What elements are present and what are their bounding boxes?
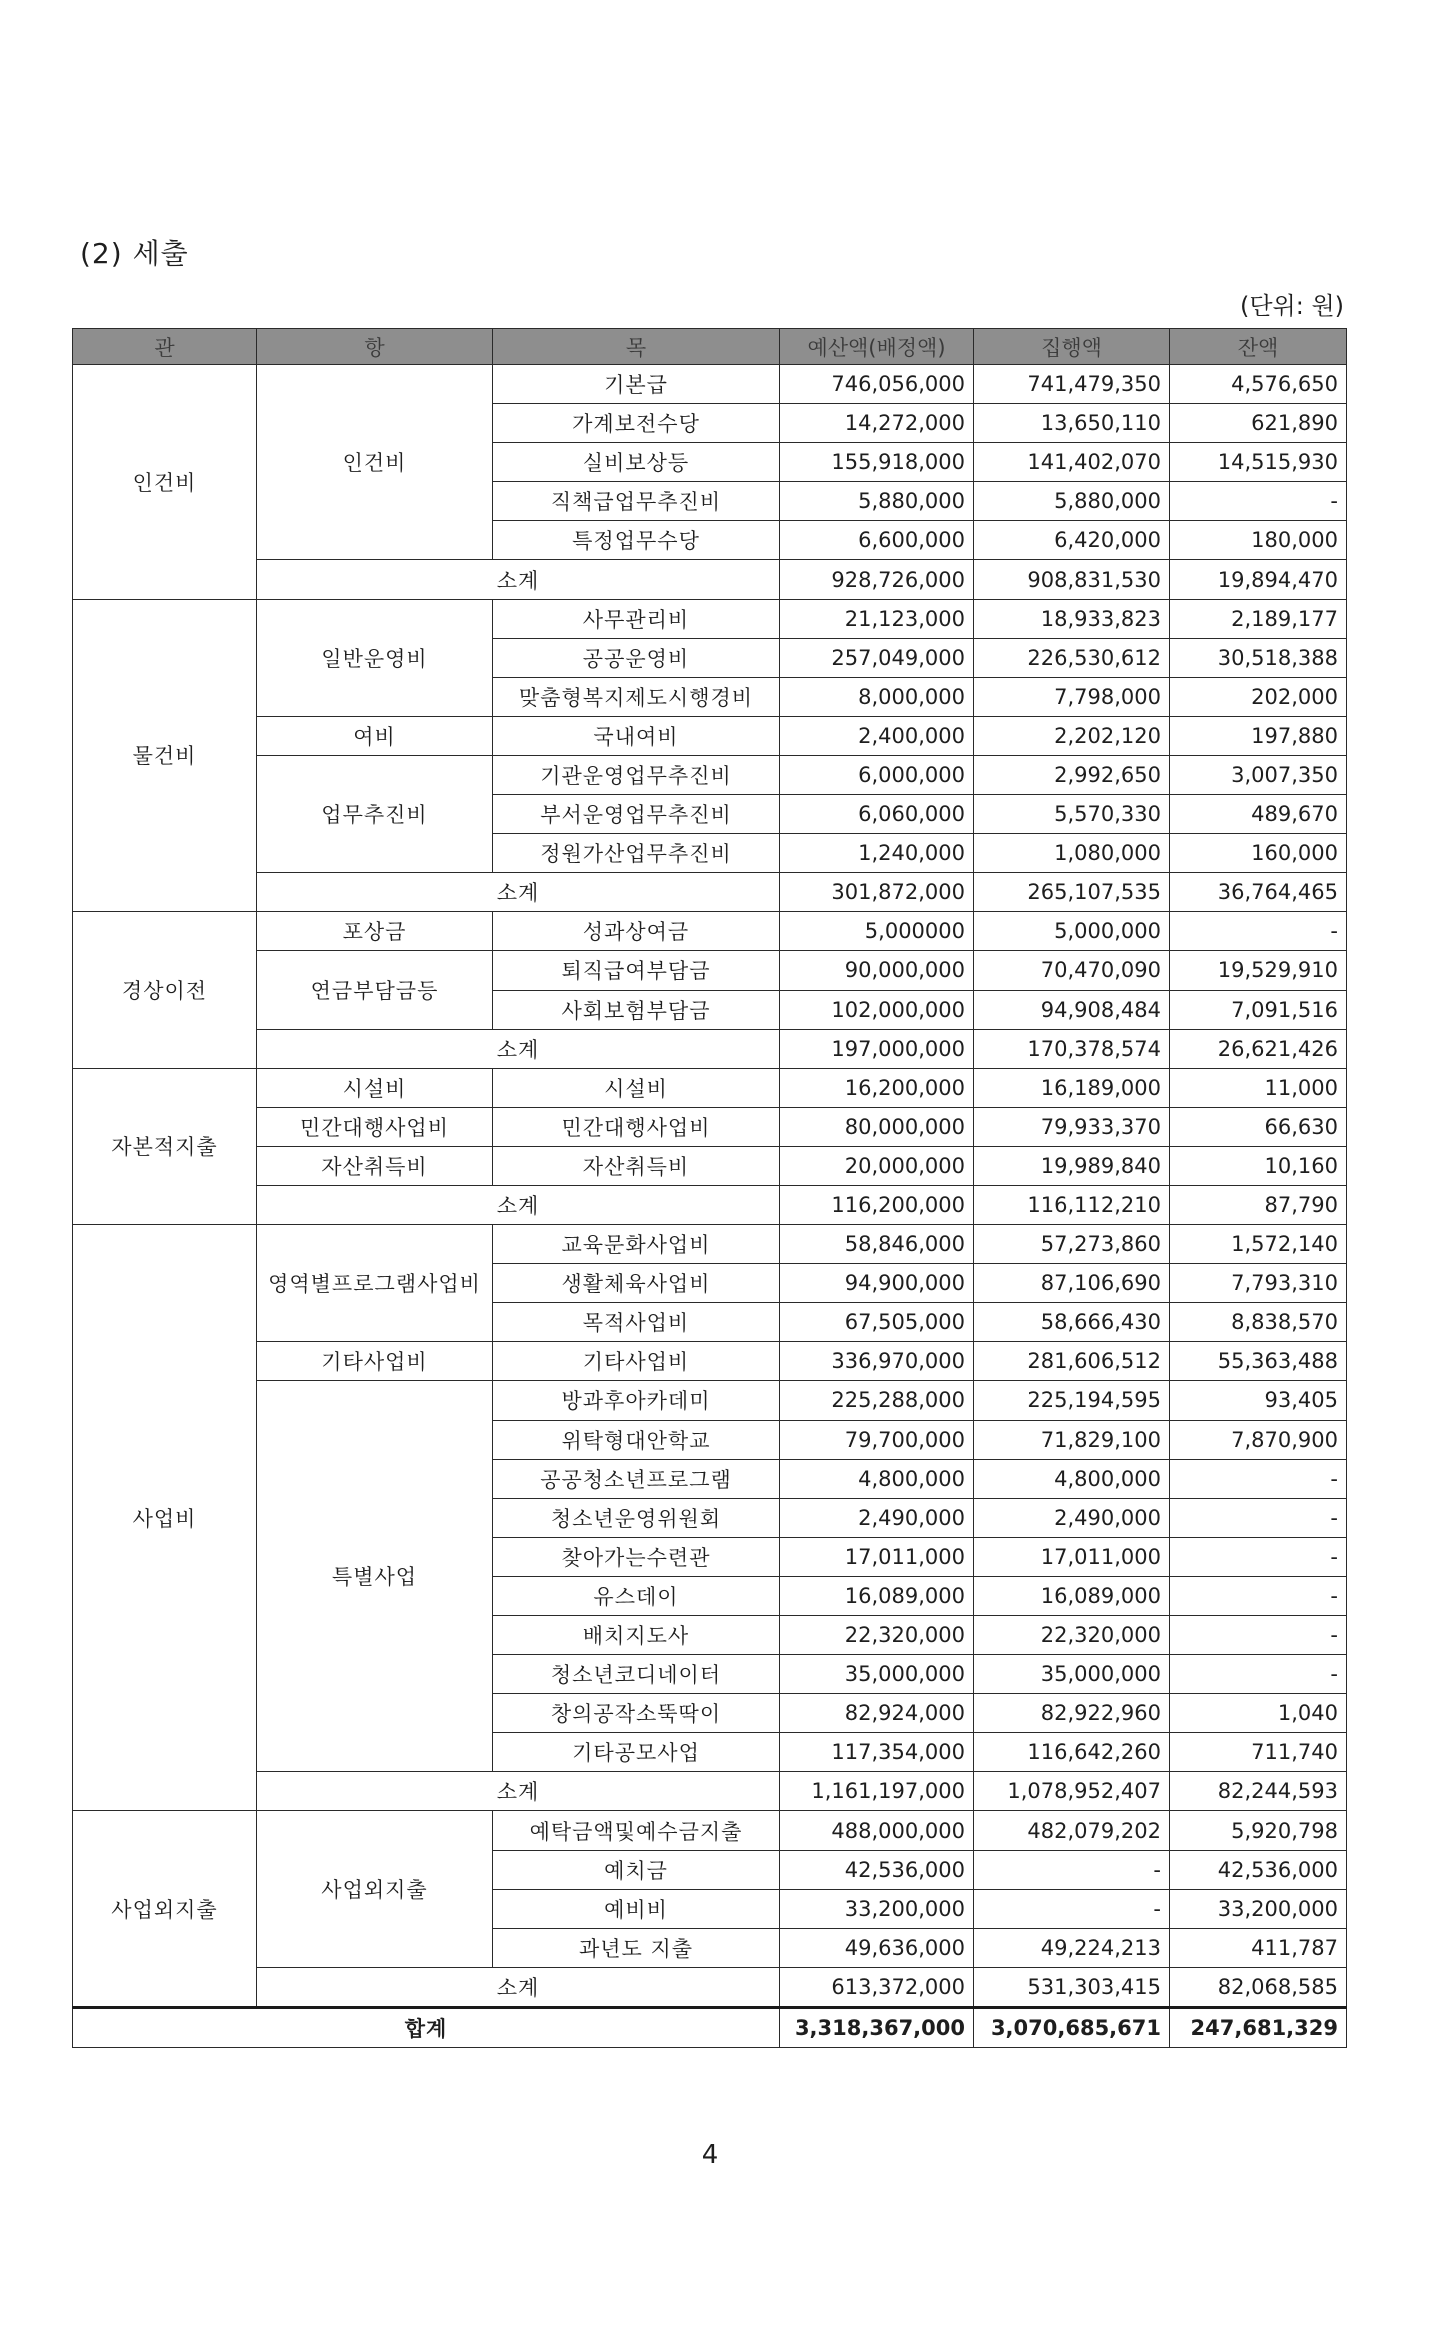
mok-cell: 사무관리비 bbox=[493, 599, 780, 638]
table-row bbox=[73, 1107, 1347, 1146]
budget-cell: 80,000,000 bbox=[780, 1107, 974, 1146]
executed-cell: 49,224,213 bbox=[974, 1928, 1170, 1967]
budget-cell: 20,000,000 bbox=[780, 1146, 974, 1185]
mok-cell: 청소년코디네이터 bbox=[493, 1655, 780, 1694]
balance-cell: 160,000 bbox=[1170, 834, 1347, 873]
budget-cell: 8,000,000 bbox=[780, 677, 974, 716]
mok-cell: 사회보험부담금 bbox=[493, 990, 780, 1029]
table-row bbox=[73, 365, 1347, 404]
balance-cell: 11,000 bbox=[1170, 1068, 1347, 1107]
executed-cell: 116,112,210 bbox=[974, 1185, 1170, 1224]
balance-cell: - bbox=[1170, 912, 1347, 951]
budget-cell: 67,505,000 bbox=[780, 1303, 974, 1342]
executed-cell: 265,107,535 bbox=[974, 873, 1170, 912]
mok-cell: 실비보상등 bbox=[493, 443, 780, 482]
gwan-cell: 인건비 bbox=[73, 365, 257, 600]
budget-cell: 155,918,000 bbox=[780, 443, 974, 482]
balance-cell: 14,515,930 bbox=[1170, 443, 1347, 482]
hang-cell: 자산취득비 bbox=[257, 1146, 493, 1185]
balance-cell: 5,920,798 bbox=[1170, 1811, 1347, 1850]
table-row bbox=[73, 951, 1347, 990]
balance-cell: 180,000 bbox=[1170, 521, 1347, 560]
budget-cell: 257,049,000 bbox=[780, 638, 974, 677]
page-number: 4 bbox=[701, 2140, 719, 2170]
executed-cell: 170,378,574 bbox=[974, 1029, 1170, 1068]
executed-cell: 70,470,090 bbox=[974, 951, 1170, 990]
budget-cell: 49,636,000 bbox=[780, 1928, 974, 1967]
budget-cell: 6,600,000 bbox=[780, 521, 974, 560]
executed-cell: 13,650,110 bbox=[974, 404, 1170, 443]
executed-cell: 141,402,070 bbox=[974, 443, 1170, 482]
balance-cell: 82,068,585 bbox=[1170, 1967, 1347, 2007]
table-row bbox=[73, 755, 1347, 794]
budget-cell: 225,288,000 bbox=[780, 1381, 974, 1420]
budget-cell: 90,000,000 bbox=[780, 951, 974, 990]
table-row bbox=[73, 1225, 1347, 1264]
balance-cell: 7,793,310 bbox=[1170, 1264, 1347, 1303]
balance-cell: 197,880 bbox=[1170, 716, 1347, 755]
table-row bbox=[73, 1381, 1347, 1420]
budget-cell: 102,000,000 bbox=[780, 990, 974, 1029]
budget-cell: 21,123,000 bbox=[780, 599, 974, 638]
budget-cell: 35,000,000 bbox=[780, 1655, 974, 1694]
balance-cell: 87,790 bbox=[1170, 1185, 1347, 1224]
hang-cell: 연금부담금등 bbox=[257, 951, 493, 1029]
mok-cell: 예탁금액및예수금지출 bbox=[493, 1811, 780, 1850]
budget-cell: 928,726,000 bbox=[780, 560, 974, 599]
balance-cell: 1,040 bbox=[1170, 1694, 1347, 1733]
executed-cell: 116,642,260 bbox=[974, 1733, 1170, 1772]
header-executed: 집행액 bbox=[974, 329, 1170, 365]
executed-cell: 7,798,000 bbox=[974, 677, 1170, 716]
subtotal-label: 소계 bbox=[257, 1029, 780, 1068]
expenditure-table bbox=[72, 328, 1347, 2048]
budget-cell: 2,400,000 bbox=[780, 716, 974, 755]
balance-cell: 711,740 bbox=[1170, 1733, 1347, 1772]
balance-cell: 19,894,470 bbox=[1170, 560, 1347, 599]
executed-cell: 57,273,860 bbox=[974, 1225, 1170, 1264]
header-gwan: 관 bbox=[73, 329, 257, 365]
subtotal-label: 소계 bbox=[257, 1967, 780, 2007]
executed-cell: 4,800,000 bbox=[974, 1459, 1170, 1498]
balance-cell: - bbox=[1170, 1459, 1347, 1498]
executed-cell: 225,194,595 bbox=[974, 1381, 1170, 1420]
table-row bbox=[73, 1811, 1347, 1850]
budget-cell: 1,240,000 bbox=[780, 834, 974, 873]
executed-cell: 5,570,330 bbox=[974, 795, 1170, 834]
executed-cell: 17,011,000 bbox=[974, 1537, 1170, 1576]
mok-cell: 예비비 bbox=[493, 1889, 780, 1928]
total-row bbox=[73, 2007, 1347, 2047]
balance-cell: 36,764,465 bbox=[1170, 873, 1347, 912]
mok-cell: 기관운영업무추진비 bbox=[493, 755, 780, 794]
hang-cell: 업무추진비 bbox=[257, 755, 493, 872]
budget-cell: 746,056,000 bbox=[780, 365, 974, 404]
balance-cell: - bbox=[1170, 1537, 1347, 1576]
executed-cell: 5,000,000 bbox=[974, 912, 1170, 951]
mok-cell: 정원가산업무추진비 bbox=[493, 834, 780, 873]
budget-cell: 58,846,000 bbox=[780, 1225, 974, 1264]
balance-cell: - bbox=[1170, 482, 1347, 521]
balance-cell: 42,536,000 bbox=[1170, 1850, 1347, 1889]
executed-cell: 741,479,350 bbox=[974, 365, 1170, 404]
gwan-cell: 자본적지출 bbox=[73, 1068, 257, 1224]
mok-cell: 기타공모사업 bbox=[493, 1733, 780, 1772]
hang-cell: 사업외지출 bbox=[257, 1811, 493, 1967]
header-hang: 항 bbox=[257, 329, 493, 365]
subtotal-row bbox=[73, 1029, 1347, 1068]
budget-cell: 1,161,197,000 bbox=[780, 1772, 974, 1811]
budget-cell: 336,970,000 bbox=[780, 1342, 974, 1381]
executed-cell: 16,089,000 bbox=[974, 1576, 1170, 1615]
budget-cell: 117,354,000 bbox=[780, 1733, 974, 1772]
budget-cell: 116,200,000 bbox=[780, 1185, 974, 1224]
mok-cell: 생활체육사업비 bbox=[493, 1264, 780, 1303]
mok-cell: 목적사업비 bbox=[493, 1303, 780, 1342]
unit-label: (단위: 원) bbox=[1240, 292, 1344, 320]
executed-cell: 531,303,415 bbox=[974, 1967, 1170, 2007]
hang-cell: 기타사업비 bbox=[257, 1342, 493, 1381]
mok-cell: 배치지도사 bbox=[493, 1616, 780, 1655]
budget-cell: 79,700,000 bbox=[780, 1420, 974, 1459]
executed-cell: 1,078,952,407 bbox=[974, 1772, 1170, 1811]
table-header-row bbox=[73, 329, 1347, 365]
balance-cell: 33,200,000 bbox=[1170, 1889, 1347, 1928]
budget-cell: 16,200,000 bbox=[780, 1068, 974, 1107]
executed-cell: 1,080,000 bbox=[974, 834, 1170, 873]
mok-cell: 직책급업무추진비 bbox=[493, 482, 780, 521]
budget-cell: 22,320,000 bbox=[780, 1616, 974, 1655]
budget-cell: 301,872,000 bbox=[780, 873, 974, 912]
total-label: 합계 bbox=[73, 2007, 780, 2047]
total-budget: 3,318,367,000 bbox=[780, 2007, 974, 2047]
hang-cell: 인건비 bbox=[257, 365, 493, 560]
executed-cell: 79,933,370 bbox=[974, 1107, 1170, 1146]
executed-cell: 16,189,000 bbox=[974, 1068, 1170, 1107]
balance-cell: 7,870,900 bbox=[1170, 1420, 1347, 1459]
subtotal-row bbox=[73, 873, 1347, 912]
budget-cell: 82,924,000 bbox=[780, 1694, 974, 1733]
balance-cell: - bbox=[1170, 1498, 1347, 1537]
budget-cell: 2,490,000 bbox=[780, 1498, 974, 1537]
table-row bbox=[73, 599, 1347, 638]
executed-cell: 482,079,202 bbox=[974, 1811, 1170, 1850]
balance-cell: 10,160 bbox=[1170, 1146, 1347, 1185]
hang-cell: 포상금 bbox=[257, 912, 493, 951]
balance-cell: 8,838,570 bbox=[1170, 1303, 1347, 1342]
budget-cell: 94,900,000 bbox=[780, 1264, 974, 1303]
hang-cell: 시설비 bbox=[257, 1068, 493, 1107]
executed-cell: 908,831,530 bbox=[974, 560, 1170, 599]
budget-cell: 42,536,000 bbox=[780, 1850, 974, 1889]
executed-cell: 2,490,000 bbox=[974, 1498, 1170, 1537]
table-row bbox=[73, 912, 1347, 951]
table-row bbox=[73, 1342, 1347, 1381]
hang-cell: 특별사업 bbox=[257, 1381, 493, 1772]
subtotal-label: 소계 bbox=[257, 873, 780, 912]
executed-cell: 226,530,612 bbox=[974, 638, 1170, 677]
balance-cell: - bbox=[1170, 1576, 1347, 1615]
mok-cell: 가계보전수당 bbox=[493, 404, 780, 443]
mok-cell: 맞춤형복지제도시행경비 bbox=[493, 677, 780, 716]
balance-cell: 1,572,140 bbox=[1170, 1225, 1347, 1264]
budget-cell: 197,000,000 bbox=[780, 1029, 974, 1068]
executed-cell: 18,933,823 bbox=[974, 599, 1170, 638]
hang-cell: 일반운영비 bbox=[257, 599, 493, 716]
header-budget: 예산액(배정액) bbox=[780, 329, 974, 365]
total-balance: 247,681,329 bbox=[1170, 2007, 1347, 2047]
mok-cell: 방과후아카데미 bbox=[493, 1381, 780, 1420]
mok-cell: 특정업무수당 bbox=[493, 521, 780, 560]
executed-cell: - bbox=[974, 1889, 1170, 1928]
mok-cell: 시설비 bbox=[493, 1068, 780, 1107]
balance-cell: 2,189,177 bbox=[1170, 599, 1347, 638]
budget-cell: 14,272,000 bbox=[780, 404, 974, 443]
balance-cell: 4,576,650 bbox=[1170, 365, 1347, 404]
executed-cell: 71,829,100 bbox=[974, 1420, 1170, 1459]
mok-cell: 교육문화사업비 bbox=[493, 1225, 780, 1264]
hang-cell: 민간대행사업비 bbox=[257, 1107, 493, 1146]
balance-cell: 202,000 bbox=[1170, 677, 1347, 716]
subtotal-row bbox=[73, 1185, 1347, 1224]
mok-cell: 예치금 bbox=[493, 1850, 780, 1889]
section-title: (2) 세출 bbox=[80, 237, 189, 270]
mok-cell: 과년도 지출 bbox=[493, 1928, 780, 1967]
balance-cell: 55,363,488 bbox=[1170, 1342, 1347, 1381]
header-mok: 목 bbox=[493, 329, 780, 365]
header-balance: 잔액 bbox=[1170, 329, 1347, 365]
mok-cell: 창의공작소뚝딱이 bbox=[493, 1694, 780, 1733]
executed-cell: 6,420,000 bbox=[974, 521, 1170, 560]
balance-cell: 66,630 bbox=[1170, 1107, 1347, 1146]
table-row bbox=[73, 716, 1347, 755]
subtotal-label: 소계 bbox=[257, 1185, 780, 1224]
executed-cell: 94,908,484 bbox=[974, 990, 1170, 1029]
executed-cell: 281,606,512 bbox=[974, 1342, 1170, 1381]
executed-cell: 35,000,000 bbox=[974, 1655, 1170, 1694]
gwan-cell: 물건비 bbox=[73, 599, 257, 912]
executed-cell: 82,922,960 bbox=[974, 1694, 1170, 1733]
mok-cell: 위탁형대안학교 bbox=[493, 1420, 780, 1459]
mok-cell: 성과상여금 bbox=[493, 912, 780, 951]
budget-cell: 16,089,000 bbox=[780, 1576, 974, 1615]
balance-cell: 489,670 bbox=[1170, 795, 1347, 834]
budget-cell: 488,000,000 bbox=[780, 1811, 974, 1850]
subtotal-label: 소계 bbox=[257, 560, 780, 599]
executed-cell: 2,202,120 bbox=[974, 716, 1170, 755]
subtotal-row bbox=[73, 560, 1347, 599]
balance-cell: - bbox=[1170, 1655, 1347, 1694]
balance-cell: 30,518,388 bbox=[1170, 638, 1347, 677]
mok-cell: 기본급 bbox=[493, 365, 780, 404]
mok-cell: 자산취득비 bbox=[493, 1146, 780, 1185]
executed-cell: 5,880,000 bbox=[974, 482, 1170, 521]
balance-cell: 19,529,910 bbox=[1170, 951, 1347, 990]
subtotal-row bbox=[73, 1772, 1347, 1811]
executed-cell: 58,666,430 bbox=[974, 1303, 1170, 1342]
balance-cell: 93,405 bbox=[1170, 1381, 1347, 1420]
budget-cell: 613,372,000 bbox=[780, 1967, 974, 2007]
executed-cell: - bbox=[974, 1850, 1170, 1889]
hang-cell: 여비 bbox=[257, 716, 493, 755]
hang-cell: 영역별프로그램사업비 bbox=[257, 1225, 493, 1342]
mok-cell: 공공청소년프로그램 bbox=[493, 1459, 780, 1498]
executed-cell: 87,106,690 bbox=[974, 1264, 1170, 1303]
mok-cell: 민간대행사업비 bbox=[493, 1107, 780, 1146]
mok-cell: 유스데이 bbox=[493, 1576, 780, 1615]
mok-cell: 부서운영업무추진비 bbox=[493, 795, 780, 834]
gwan-cell: 사업비 bbox=[73, 1225, 257, 1811]
budget-cell: 5,880,000 bbox=[780, 482, 974, 521]
executed-cell: 22,320,000 bbox=[974, 1616, 1170, 1655]
mok-cell: 찾아가는수련관 bbox=[493, 1537, 780, 1576]
gwan-cell: 사업외지출 bbox=[73, 1811, 257, 2007]
subtotal-row bbox=[73, 1967, 1347, 2007]
balance-cell: 411,787 bbox=[1170, 1928, 1347, 1967]
budget-cell: 33,200,000 bbox=[780, 1889, 974, 1928]
balance-cell: 7,091,516 bbox=[1170, 990, 1347, 1029]
mok-cell: 공공운영비 bbox=[493, 638, 780, 677]
budget-cell: 4,800,000 bbox=[780, 1459, 974, 1498]
executed-cell: 19,989,840 bbox=[974, 1146, 1170, 1185]
mok-cell: 기타사업비 bbox=[493, 1342, 780, 1381]
balance-cell: 621,890 bbox=[1170, 404, 1347, 443]
mok-cell: 청소년운영위원회 bbox=[493, 1498, 780, 1537]
balance-cell: - bbox=[1170, 1616, 1347, 1655]
mok-cell: 퇴직급여부담금 bbox=[493, 951, 780, 990]
balance-cell: 3,007,350 bbox=[1170, 755, 1347, 794]
total-executed: 3,070,685,671 bbox=[974, 2007, 1170, 2047]
table-row bbox=[73, 1146, 1347, 1185]
gwan-cell: 경상이전 bbox=[73, 912, 257, 1068]
executed-cell: 2,992,650 bbox=[974, 755, 1170, 794]
budget-cell: 5,000000 bbox=[780, 912, 974, 951]
mok-cell: 국내여비 bbox=[493, 716, 780, 755]
balance-cell: 82,244,593 bbox=[1170, 1772, 1347, 1811]
subtotal-label: 소계 bbox=[257, 1772, 780, 1811]
table-row bbox=[73, 1068, 1347, 1107]
balance-cell: 26,621,426 bbox=[1170, 1029, 1347, 1068]
budget-cell: 6,060,000 bbox=[780, 795, 974, 834]
budget-cell: 17,011,000 bbox=[780, 1537, 974, 1576]
budget-cell: 6,000,000 bbox=[780, 755, 974, 794]
